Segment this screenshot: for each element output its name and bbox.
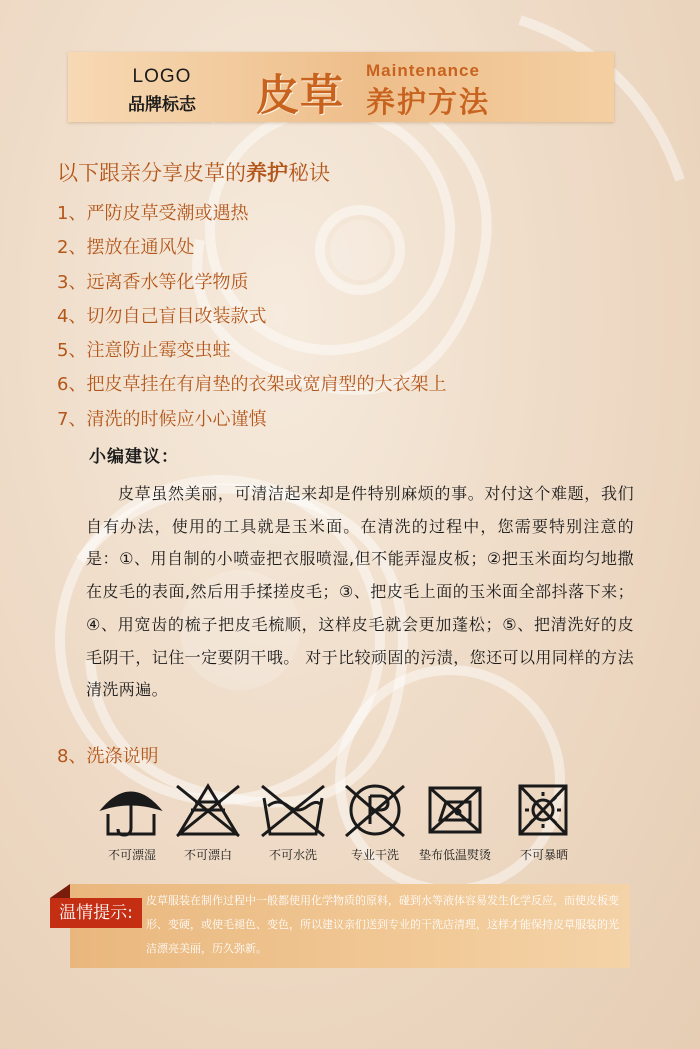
dry-clean-label: 专业干洗: [350, 848, 399, 862]
intro-heading: [57, 157, 330, 187]
care-tips-list: [57, 200, 446, 440]
care-tip-6: 6、把皮草挂在有肩垫的衣架或宽肩型的大衣架上: [57, 374, 447, 396]
advice-body: 皮草虽然美丽，可清洁起来却是件特别麻烦的事。对付这个难题，我们自有办法，使用的工具就是玉米面。在清洗的过程中，您需要特别注意的是：①、用自制的小喷壶把衣服喷湿,但不能弄湿皮板；②把玉米面均匀地撒在皮毛的表面,然后用手揉搓皮毛；③、把皮毛上面的玉米面全部抖落下来；④、用宽齿的梳子把皮毛梳顺，这样皮毛就会更加蓬松；⑤、把清洗好的皮毛阴干，记住一定要阴干哦。 对于比较顽固的污渍，您还可以用同样的方法清洗两遍。: [86, 484, 634, 700]
logo-text: LOGO: [132, 66, 192, 87]
iron-with-cloth-icon: [420, 780, 490, 840]
intro-suffix: 秘诀: [288, 161, 330, 185]
care-tip-2: 2、摆放在通风处: [57, 237, 195, 259]
care-tip-5: 5、注意防止霉变虫蛀: [57, 340, 231, 362]
dry-clean-icon: [340, 780, 410, 840]
no-sun-label: 不可暴晒: [519, 848, 568, 862]
wash-instructions-title: 8、洗涤说明: [57, 746, 159, 767]
page-title-english: Maintenance: [366, 61, 480, 80]
intro-highlight: 养护: [246, 161, 288, 185]
notice-tag: 温情提示:: [50, 898, 142, 928]
care-tip-4: 4、切勿自己盲目改装款式: [57, 305, 267, 327]
notice-text: 皮草服装在制作过程中一般都使用化学物质的原料，碰到水等液体容易发生化学反应，而使皮板变形、变硬，或使毛褪色、变色，所以建议亲们送到专业的干洗店清理，这样才能保持皮草服装的光洁漂亮美丽，历久弥新。: [146, 894, 619, 955]
page-title-main: 皮草: [256, 71, 344, 121]
care-tip-1: 1、严防皮草受潮或遇热: [57, 203, 249, 224]
no-wash-icon: [258, 780, 328, 840]
care-tip-7: 7、清洗的时候应小心谨慎: [57, 408, 267, 430]
no-bleach-icon: [173, 780, 243, 840]
no-wet-label: 不可漂湿: [107, 848, 156, 862]
no-wash-label: 不可水洗: [268, 848, 317, 862]
page-title-sub: 养护方法: [366, 85, 491, 119]
no-sun-icon: [508, 780, 578, 840]
advice-title: 小编建议：: [89, 447, 179, 467]
no-wet-icon: [96, 780, 166, 840]
iron-with-cloth-label: 垫布低温熨烫: [418, 848, 491, 862]
notice-tag-fold: [50, 884, 70, 898]
no-bleach-label: 不可漂白: [183, 848, 232, 862]
intro-prefix: 以下跟亲分享皮草的: [57, 161, 246, 185]
brand-mark-label: 品牌标志: [128, 95, 196, 115]
care-tip-3: 3、远离香水等化学物质: [57, 271, 249, 293]
